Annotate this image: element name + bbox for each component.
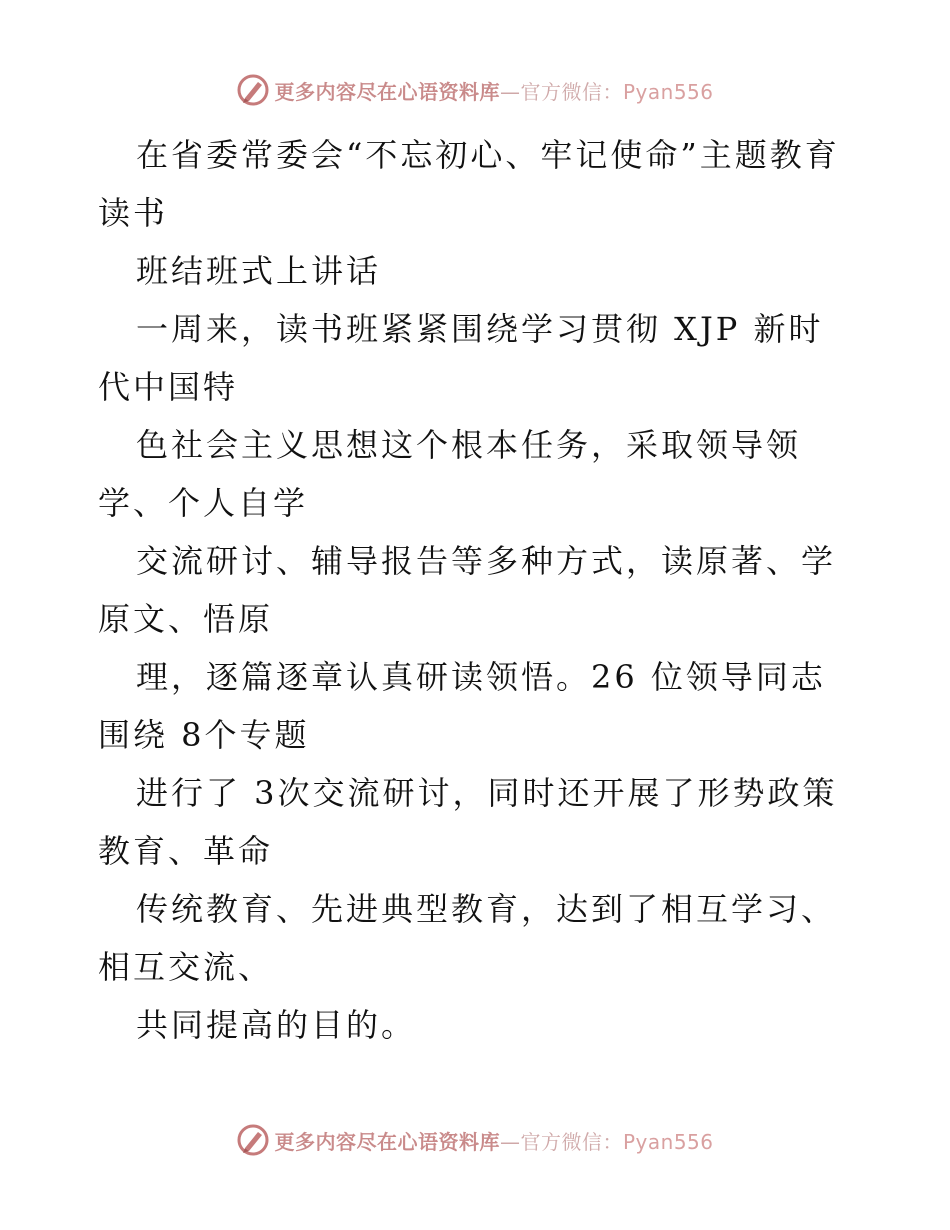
pen-logo-icon <box>236 73 270 107</box>
footer-watermark <box>0 1120 950 1160</box>
pen-logo-icon <box>236 1123 270 1157</box>
watermark-text: 更多内容尽在心语资料库—官方微信：Pyan556 <box>274 79 714 104</box>
paragraph: 一周来，读书班紧紧围绕学习贯彻 XJP 新时代中国特 <box>98 310 824 406</box>
paragraph: 在省委常委会“不忘初心、牢记使命”主题教育读书 <box>98 136 840 232</box>
paragraph: 色社会主义思想这个根本任务，采取领导领学、个人自学 <box>98 426 802 522</box>
paragraph: 班结班式上讲话 <box>136 252 382 290</box>
paragraph: 进行了 3次交流研讨，同时还开展了形势政策教育、革命 <box>98 774 838 870</box>
watermark-text: 更多内容尽在心语资料库—官方微信：Pyan556 <box>274 1129 714 1154</box>
paragraph: 传统教育、先进典型教育，达到了相互学习、相互交流、 <box>98 890 837 986</box>
paragraph: 交流研讨、辅导报告等多种方式，读原著、学原文、悟原 <box>98 542 837 638</box>
paragraph: 共同提高的目的。 <box>136 1006 417 1044</box>
paragraph: 理，逐篇逐章认真研读领悟。26 位领导同志围绕 8个专题 <box>98 658 826 754</box>
header-watermark <box>0 70 950 110</box>
document-body <box>98 126 858 1054</box>
